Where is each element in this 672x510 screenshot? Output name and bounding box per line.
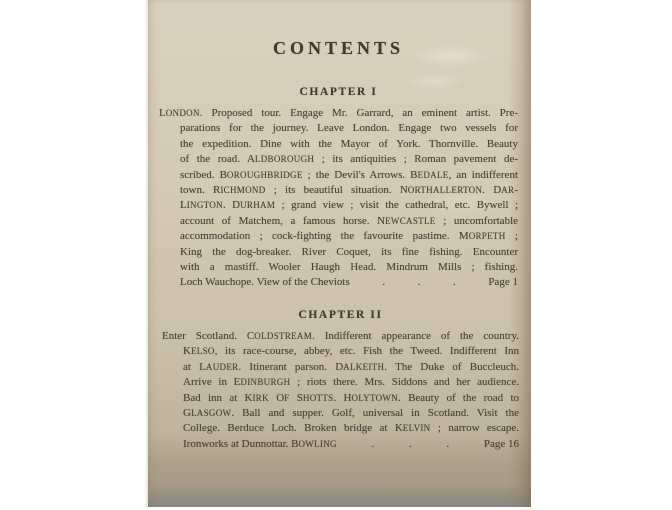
text-line: at LAUDER. Itinerant parson. DALKEITH. The Duke of Buccleuch. (183, 360, 519, 373)
chapter-1-page-ref: Page 1 (488, 276, 518, 289)
chapter-1-heading: CHAPTER I (299, 86, 378, 98)
chapter-2-section (162, 309, 519, 452)
text-line: King the dog-breaker. River Coquet, its fine fishing. Encounter (180, 245, 518, 258)
text-line: LONDON. Proposed tour. Engage Mr. Garrard, an eminent artist. Pre- (159, 107, 518, 119)
leader-dot: . (446, 437, 450, 450)
book-page-photo (146, 0, 531, 507)
chapter-2-paragraph (162, 329, 519, 437)
text-line: account of Matchem, a famous horse. NEWCASTLE ; uncomfortable (180, 214, 519, 227)
text-line: Enter Scotland. COLDSTREAM. Indifferent appearance of the country. (162, 330, 519, 342)
text-line: the expedition. Dine with the Mayor of York. Thornville. Beauty (180, 137, 518, 150)
chapter-1-section (159, 86, 518, 291)
leader-dot: . (408, 437, 412, 450)
leader-dot: . (453, 276, 456, 289)
text-line: GLASGOW. Ball and supper. Golf, universal in Scotland. Visit the (183, 407, 519, 420)
leader-dot: . (417, 276, 421, 289)
chapter-1-leader-text: Loch Wauchope. View of the Cheviots (180, 276, 350, 289)
leader-dot: . (382, 276, 386, 289)
text-line: of the road. ALDBOROUGH ; its antiquities ; Roman pavement de- (180, 153, 518, 166)
text-line: LINGTON. DURHAM ; grand view ; visit the cathedral, etc. Bywell ; (180, 199, 519, 212)
chapter-2-leader-text: Ironworks at Dunnottar. BOWLING (183, 437, 337, 450)
text-line: College. Berduce Loch. Broken bridge at KELVIN ; narrow escape. (183, 422, 519, 435)
chapter-1-leader-line (159, 275, 518, 290)
chapter-1-paragraph (159, 106, 518, 275)
page-title: CONTENTS (272, 38, 405, 58)
chapter-2-page-ref: Page 16 (483, 437, 519, 450)
chapter-2-heading: CHAPTER II (298, 309, 383, 321)
text-line: KELSO, its race-course, abbey, etc. Fish the Tweed. Indifferent Inn (183, 345, 519, 358)
text-line: town. RICHMOND ; its beautiful situation. NORTHALLERTON. DAR- (180, 184, 519, 197)
text-line: Bad inn at KIRK OF SHOTTS. HOLYTOWN. Beauty of the road to (183, 391, 520, 404)
leader-dot: . (371, 437, 375, 450)
text-line: scribed. BOROUGHBRIDGE ; the Devil's Arrows. BEDALE, an indifferent (180, 168, 518, 181)
text-line: with a mastiff. Wooler Haugh Head. Mindrum Mills ; fishing. (180, 261, 518, 274)
text-line: parations for the journey. Leave London. Engage two vessels for (180, 122, 518, 135)
chapter-2-leader-line (162, 437, 519, 452)
text-line: Arrive in EDINBURGH ; riots there. Mrs. Siddons and her audience. (183, 376, 520, 389)
text-line: accommodation ; cock-fighting the favourite pastime. MORPETH ; (180, 230, 518, 243)
